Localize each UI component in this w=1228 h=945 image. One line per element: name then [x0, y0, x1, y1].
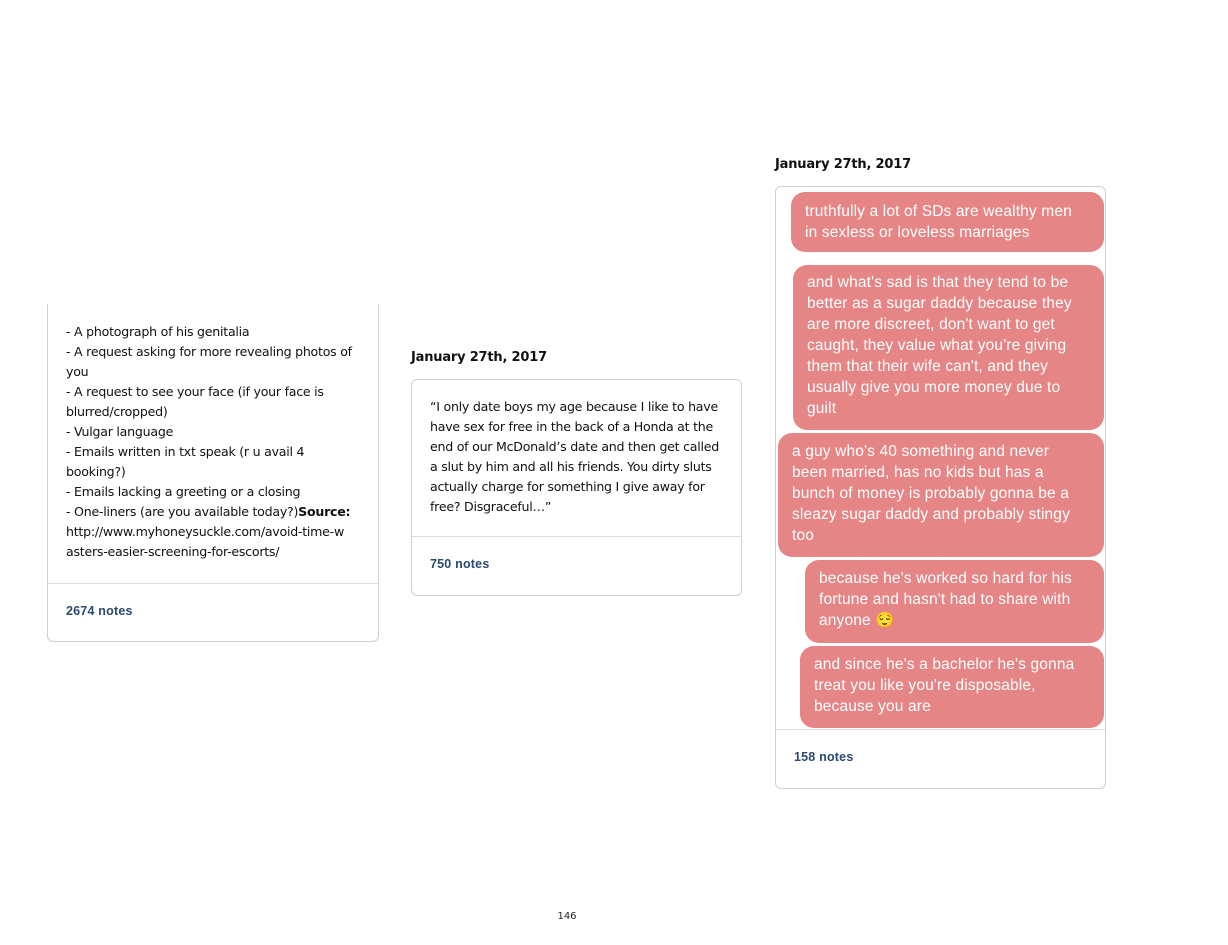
bubble-line: treat you like you're disposable,: [814, 677, 1036, 694]
quote-line: actually charge for something I give away for: [430, 479, 705, 494]
chat-bubble: [793, 265, 1104, 430]
source-link[interactable]: asters-easier-screening-for-escorts/: [66, 544, 280, 559]
post-footer-3: [776, 729, 1105, 788]
post-card-1: [47, 304, 379, 642]
bubble-line: fortune and hasn't had to share with: [819, 591, 1071, 608]
chat-bubble: [805, 560, 1104, 643]
list-item: - A request asking for more revealing photos of: [66, 344, 352, 359]
chat-bubble: [800, 646, 1104, 728]
bubble-line: a guy who's 40 something and never: [792, 443, 1050, 460]
bubble-line: in sexless or loveless marriages: [805, 224, 1030, 241]
bubble-line: them that their wife can't, and they: [807, 358, 1048, 375]
quote-line: “I only date boys my age because I like to have: [430, 399, 718, 414]
list-item: blurred/cropped): [66, 404, 168, 419]
bubble-line: because you are: [814, 698, 931, 715]
quote-line: end of our McDonald’s date and then get called: [430, 439, 720, 454]
post-date: January 27th, 2017: [775, 157, 911, 172]
post-card-2: [411, 379, 742, 596]
chat-bubble: [791, 192, 1104, 252]
list-item-text: - One-liners (are you available today?): [66, 504, 299, 519]
list-item: - Vulgar language: [66, 424, 174, 439]
bubble-line: and what's sad is that they tend to be: [807, 274, 1069, 291]
notes-count[interactable]: 750 notes: [430, 557, 490, 571]
list-item: - Emails written in txt speak (r u avail 4: [66, 444, 305, 459]
notes-count[interactable]: 2674 notes: [66, 604, 133, 618]
page-number: 146: [557, 911, 577, 922]
bubble-line: better as a sugar daddy because they: [807, 295, 1072, 312]
bubble-line: caught, they value what you're giving: [807, 337, 1067, 354]
post-footer-2: [412, 536, 741, 595]
post-body-2: [412, 380, 741, 517]
bubble-line: truthfully a lot of SDs are wealthy men: [805, 203, 1072, 220]
bubble-line: are more discreet, don't want to get: [807, 316, 1055, 333]
list-item: booking?): [66, 464, 126, 479]
quote-line: have sex for free in the back of a Honda at the: [430, 419, 713, 434]
quote-line: a slut by him and all his friends. You dirty sluts: [430, 459, 712, 474]
list-item: [66, 502, 360, 522]
bubble-line: been married, has no kids but has a: [792, 464, 1044, 481]
bubble-line: anyone 😌: [819, 612, 895, 629]
notes-count[interactable]: 158 notes: [794, 750, 854, 764]
bubble-line: guilt: [807, 400, 837, 417]
bubble-line: too: [792, 527, 814, 544]
bubble-line: and since he's a bachelor he's gonna: [814, 656, 1075, 673]
post-footer-1: [48, 583, 378, 641]
source-label: Source:: [298, 504, 351, 519]
list-item: - A photograph of his genitalia: [66, 324, 250, 339]
bubble-line: bunch of money is probably gonna be a: [792, 485, 1069, 502]
post-body-1: [48, 304, 378, 562]
bubble-line: usually give you more money due to: [807, 379, 1061, 396]
list-item: you: [66, 364, 89, 379]
bubble-line: sleazy sugar daddy and probably stingy: [792, 506, 1070, 523]
list-item: - A request to see your face (if your face is: [66, 384, 324, 399]
quote-line: free? Disgraceful…”: [430, 499, 552, 514]
post-card-3: [775, 186, 1106, 789]
chat-bubble: [778, 433, 1104, 557]
list-item: - Emails lacking a greeting or a closing: [66, 484, 301, 499]
post-date: January 27th, 2017: [411, 350, 547, 365]
source-link[interactable]: http://www.myhoneysuckle.com/avoid-time-w: [66, 524, 345, 539]
bubble-line: because he's worked so hard for his: [819, 570, 1072, 587]
